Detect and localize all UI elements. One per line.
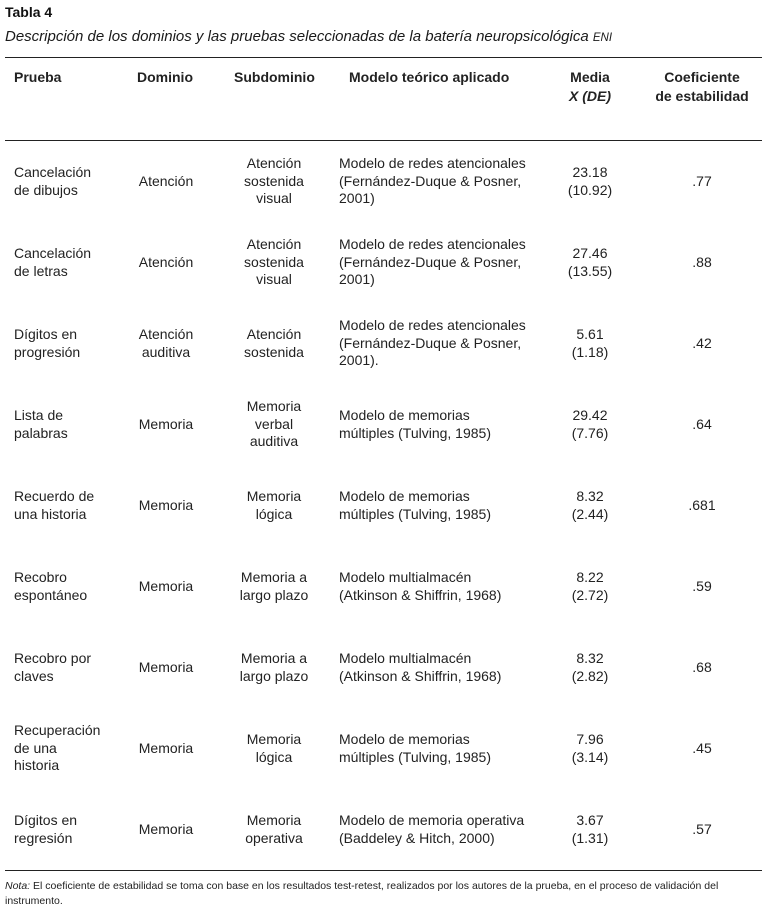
cell-prueba-line: claves xyxy=(14,667,54,684)
cell-prueba-line: Recobro por xyxy=(14,650,92,666)
cell-subdominio-line: auditiva xyxy=(249,433,299,450)
cell-dominio xyxy=(126,546,206,627)
caption-text: Descripción de los dominios y las pruebas seleccionadas de la batería neuropsicológica xyxy=(5,28,589,45)
cell-prueba-line: Cancelación xyxy=(14,245,92,261)
cell-subdominio xyxy=(228,546,320,627)
cell-subdominio xyxy=(228,465,320,546)
cell-dominio-line: auditiva xyxy=(141,343,191,360)
cell-media xyxy=(550,222,630,303)
cell-coef xyxy=(652,303,752,384)
cell-subdominio-line: Memoria a xyxy=(240,569,308,585)
cell-dominio-line: Memoria xyxy=(138,658,194,675)
cell-coef xyxy=(652,789,752,870)
table-row xyxy=(0,303,768,384)
cell-prueba-line: progresión xyxy=(14,343,81,360)
cell-dominio-line: Memoria xyxy=(138,739,194,756)
cell-subdominio-line: verbal xyxy=(254,415,294,432)
cell-media-line: 8.32 xyxy=(576,488,604,504)
cell-subdominio-line: sostenida xyxy=(244,253,304,270)
cell-prueba-line: Recuerdo de xyxy=(14,488,95,504)
header-prueba: Prueba xyxy=(14,69,62,85)
cell-subdominio-line: sostenida xyxy=(244,343,304,360)
cell-prueba-line: Cancelación xyxy=(14,164,92,180)
table-row xyxy=(0,789,768,870)
cell-modelo-line: Modelo multialmacén xyxy=(339,650,472,666)
cell-media-line: 5.61 xyxy=(576,326,604,342)
cell-media-line: (2.72) xyxy=(571,586,609,603)
cell-prueba xyxy=(14,465,114,546)
table-note xyxy=(5,879,760,909)
cell-modelo-line: (Fernández-Duque & Posner, xyxy=(339,172,522,189)
cell-media xyxy=(550,465,630,546)
cell-media-line: 27.46 xyxy=(572,245,608,261)
cell-subdominio-line: Atención xyxy=(246,326,302,342)
cell-media-line: 8.22 xyxy=(576,569,604,585)
cell-prueba-line: una historia xyxy=(14,505,87,522)
table-row xyxy=(0,546,768,627)
cell-modelo-line: 2001) xyxy=(339,190,375,207)
cell-modelo-line: Modelo de memoria operativa xyxy=(339,812,525,828)
cell-media-line: (1.18) xyxy=(571,343,609,360)
note-text: El coeficiente de estabilidad se toma con base en los resultados test-retest, realizados por los autores de la prueba, en el proceso de validación del instrumento. xyxy=(5,880,719,907)
cell-modelo-line: 2001). xyxy=(339,352,379,369)
cell-prueba-line: palabras xyxy=(14,424,68,441)
cell-coef-value: .68 xyxy=(692,658,712,675)
cell-modelo xyxy=(339,789,544,870)
cell-modelo-line: Modelo multialmacén xyxy=(339,569,472,585)
cell-subdominio-line: visual xyxy=(256,271,292,288)
cell-modelo-line: (Baddeley & Hitch, 2000) xyxy=(339,829,495,846)
cell-media xyxy=(550,384,630,465)
cell-media-line: 3.67 xyxy=(576,812,604,828)
cell-media xyxy=(550,789,630,870)
cell-subdominio-line: largo plazo xyxy=(239,667,309,684)
cell-prueba-line: historia xyxy=(14,757,60,774)
table-label: Tabla 4 xyxy=(5,4,53,20)
cell-subdominio-line: lógica xyxy=(255,505,293,522)
cell-dominio xyxy=(126,708,206,789)
table-row xyxy=(0,141,768,222)
header-coef-line2: de estabilidad xyxy=(655,88,749,104)
cell-media-line: (3.14) xyxy=(571,748,609,765)
cell-modelo xyxy=(339,627,544,708)
cell-modelo-line: Modelo de memorias xyxy=(339,407,470,423)
cell-media-line: 8.32 xyxy=(576,650,604,666)
cell-coef-value: .57 xyxy=(692,820,712,837)
cell-coef-value: .77 xyxy=(692,172,712,189)
cell-subdominio-line: sostenida xyxy=(244,172,304,189)
table-row xyxy=(0,627,768,708)
cell-prueba xyxy=(14,222,114,303)
caption-acronym: ENI xyxy=(592,32,613,44)
table-row xyxy=(0,708,768,789)
cell-subdominio xyxy=(228,222,320,303)
header-modelo: Modelo teórico aplicado xyxy=(349,69,510,85)
cell-media xyxy=(550,546,630,627)
cell-prueba-line: regresión xyxy=(14,829,73,846)
cell-prueba xyxy=(14,384,114,465)
cell-dominio-line: Atención xyxy=(138,326,194,342)
bottom-rule xyxy=(5,870,762,871)
cell-prueba-line: Recuperación xyxy=(14,722,101,739)
cell-prueba-line: de dibujos xyxy=(14,181,78,198)
cell-modelo-line: Modelo de redes atencionales xyxy=(339,236,526,253)
cell-prueba xyxy=(14,627,114,708)
cell-subdominio-line: operativa xyxy=(245,829,303,846)
cell-prueba xyxy=(14,789,114,870)
header-coeficiente xyxy=(652,68,752,106)
cell-dominio xyxy=(126,465,206,546)
cell-subdominio-line: Memoria xyxy=(246,398,302,415)
cell-media xyxy=(550,141,630,222)
cell-dominio xyxy=(126,384,206,465)
cell-prueba-line: espontáneo xyxy=(14,586,88,603)
cell-subdominio xyxy=(228,384,320,465)
cell-subdominio xyxy=(228,789,320,870)
cell-prueba-line: de letras xyxy=(14,262,68,279)
cell-modelo-line: 2001) xyxy=(339,271,375,288)
header-coef-line1: Coeficiente xyxy=(664,69,740,85)
cell-coef-value: .88 xyxy=(692,253,712,270)
cell-prueba-line: Recobro xyxy=(14,569,67,585)
cell-media-line: (13.55) xyxy=(567,262,613,279)
cell-media-line: (1.31) xyxy=(571,829,609,846)
table-row xyxy=(0,465,768,546)
cell-prueba xyxy=(14,303,114,384)
cell-media-line: (10.92) xyxy=(567,181,613,198)
cell-media-line: (7.76) xyxy=(571,424,609,441)
cell-subdominio xyxy=(228,303,320,384)
cell-dominio-line: Memoria xyxy=(138,496,194,513)
cell-dominio xyxy=(126,141,206,222)
cell-subdominio-line: Atención xyxy=(246,236,302,253)
cell-subdominio-line: Memoria a xyxy=(240,650,308,666)
cell-subdominio xyxy=(228,708,320,789)
cell-coef xyxy=(652,141,752,222)
cell-coef xyxy=(652,546,752,627)
cell-modelo-line: múltiples (Tulving, 1985) xyxy=(339,424,491,441)
cell-subdominio-line: Atención xyxy=(246,155,302,172)
cell-media-line: (2.82) xyxy=(571,667,609,684)
cell-modelo xyxy=(339,708,544,789)
cell-coef-value: .42 xyxy=(692,334,712,351)
table-row xyxy=(0,222,768,303)
cell-modelo-line: (Atkinson & Shiffrin, 1968) xyxy=(339,586,502,603)
cell-prueba-line: de una xyxy=(14,739,57,756)
cell-dominio xyxy=(126,303,206,384)
cell-subdominio-line: largo plazo xyxy=(239,586,309,603)
cell-prueba xyxy=(14,141,114,222)
cell-media-line: 7.96 xyxy=(576,731,604,747)
cell-coef xyxy=(652,465,752,546)
cell-prueba-line: Dígitos en xyxy=(14,812,78,828)
cell-coef-value: .681 xyxy=(688,496,716,513)
cell-modelo xyxy=(339,384,544,465)
cell-modelo-line: (Fernández-Duque & Posner, xyxy=(339,334,522,351)
note-label: Nota: xyxy=(5,880,31,892)
cell-subdominio xyxy=(228,141,320,222)
cell-coef xyxy=(652,222,752,303)
cell-modelo-line: (Fernández-Duque & Posner, xyxy=(339,253,522,270)
cell-media-line: 29.42 xyxy=(572,407,608,423)
cell-modelo xyxy=(339,465,544,546)
cell-subdominio xyxy=(228,627,320,708)
cell-media-line: (2.44) xyxy=(571,505,609,522)
cell-dominio-line: Atención xyxy=(138,172,194,189)
cell-modelo-line: múltiples (Tulving, 1985) xyxy=(339,748,491,765)
cell-subdominio-line: Memoria xyxy=(246,488,302,504)
cell-media xyxy=(550,303,630,384)
cell-dominio-line: Memoria xyxy=(138,820,194,837)
header-subdominio: Subdominio xyxy=(234,69,315,85)
table-row xyxy=(0,384,768,465)
cell-modelo-line: múltiples (Tulving, 1985) xyxy=(339,505,491,522)
cell-modelo-line: Modelo de memorias xyxy=(339,488,470,504)
cell-modelo xyxy=(339,141,544,222)
cell-dominio-line: Atención xyxy=(138,253,194,270)
table-caption xyxy=(5,28,612,45)
cell-prueba xyxy=(14,708,114,789)
header-media-stat: X (DE) xyxy=(569,88,611,104)
cell-dominio xyxy=(126,789,206,870)
header-dominio: Dominio xyxy=(137,69,193,85)
cell-coef-value: .45 xyxy=(692,739,712,756)
cell-dominio xyxy=(126,627,206,708)
cell-media xyxy=(550,708,630,789)
cell-subdominio-line: Memoria xyxy=(246,812,302,828)
cell-modelo-line: Modelo de memorias xyxy=(339,731,470,747)
cell-media-line: 23.18 xyxy=(572,164,608,180)
cell-modelo-line: (Atkinson & Shiffrin, 1968) xyxy=(339,667,502,684)
cell-coef xyxy=(652,708,752,789)
cell-coef xyxy=(652,384,752,465)
top-rule xyxy=(5,57,762,58)
cell-dominio xyxy=(126,222,206,303)
cell-modelo-line: Modelo de redes atencionales xyxy=(339,317,526,334)
cell-coef xyxy=(652,627,752,708)
cell-prueba-line: Dígitos en xyxy=(14,326,78,342)
cell-dominio-line: Memoria xyxy=(138,577,194,594)
cell-subdominio-line: Memoria xyxy=(246,731,302,747)
cell-modelo xyxy=(339,222,544,303)
header-media xyxy=(550,68,630,106)
cell-modelo xyxy=(339,546,544,627)
cell-coef-value: .59 xyxy=(692,577,712,594)
cell-coef-value: .64 xyxy=(692,415,712,432)
cell-subdominio-line: visual xyxy=(256,190,292,207)
cell-subdominio-line: lógica xyxy=(255,748,293,765)
cell-dominio-line: Memoria xyxy=(138,415,194,432)
header-media-label: Media xyxy=(570,69,610,85)
cell-prueba xyxy=(14,546,114,627)
cell-modelo-line: Modelo de redes atencionales xyxy=(339,155,526,172)
cell-media xyxy=(550,627,630,708)
cell-modelo xyxy=(339,303,544,384)
cell-prueba-line: Lista de xyxy=(14,407,64,423)
